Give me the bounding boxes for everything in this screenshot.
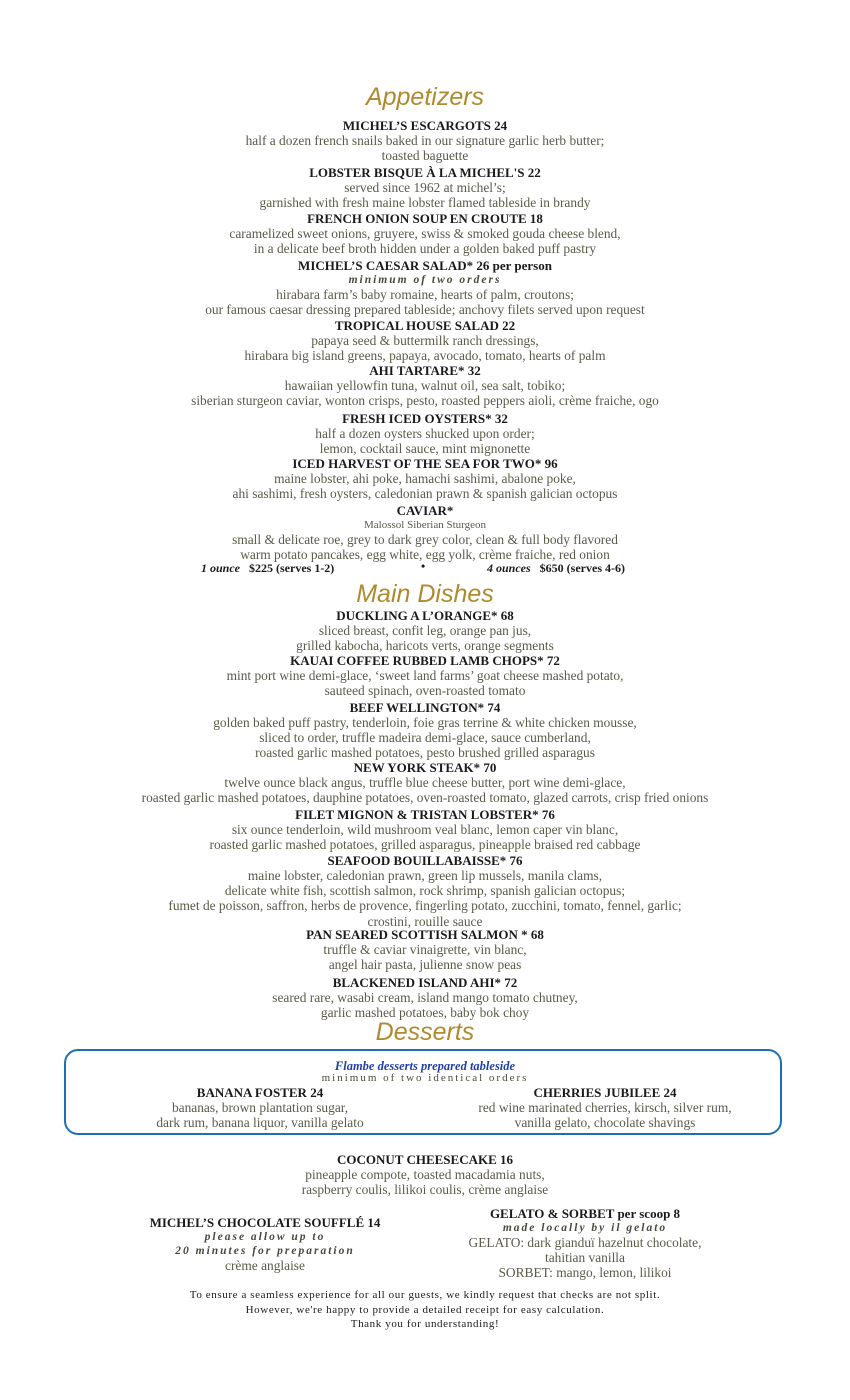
- menu-item-lobster-bisque: [0, 165, 850, 210]
- item-name: LOBSTER BISQUE À LA MICHEL'S 22: [309, 165, 541, 180]
- desserts-title: Desserts: [375, 1018, 475, 1046]
- item-desc: sauteed spinach, oven-roasted tomato: [324, 683, 526, 699]
- item-desc: garnished with fresh maine lobster flamed tableside in brandy: [259, 195, 591, 211]
- item-name: MICHEL’S CHOCOLATE SOUFFLÉ 14: [149, 1215, 381, 1230]
- item-name: PAN SEARED SCOTTISH SALMON * 68: [306, 927, 544, 942]
- item-desc: in a delicate beef broth hidden under a golden baked puff pastry: [253, 241, 597, 257]
- menu-item-ny-steak: [0, 760, 850, 805]
- caviar-qty: 4 ounces: [487, 561, 531, 575]
- menu-item-scottish-salmon: [0, 927, 850, 972]
- menu-item-cherries-jubilee: [435, 1085, 775, 1130]
- footer-line: However, we're happy to provide a detailed receipt for easy calculation.: [245, 1303, 605, 1316]
- item-note: minimum of two orders: [348, 274, 502, 286]
- item-desc: lemon, cocktail sauce, mint mignonette: [319, 441, 531, 457]
- item-desc: SORBET: mango, lemon, lilikoi: [498, 1265, 672, 1281]
- item-desc: raspberry coulis, lilikoi coulis, crème anglaise: [301, 1182, 549, 1198]
- item-desc: toasted baguette: [381, 148, 469, 164]
- item-desc: ahi sashimi, fresh oysters, caledonian prawn & spanish galician octopus: [232, 486, 618, 502]
- bullet-separator: •: [421, 559, 426, 573]
- item-desc: maine lobster, ahi poke, hamachi sashimi, abalone poke,: [274, 471, 576, 486]
- item-name: MICHEL’S CAESAR SALAD* 26 per person: [298, 258, 552, 273]
- caviar-price: $225 (serves 1-2): [249, 561, 335, 575]
- menu-item-blackened-ahi: [0, 975, 850, 1020]
- item-desc: bananas, brown plantation sugar,: [171, 1100, 349, 1115]
- menu-item-coconut-cheesecake: [0, 1152, 850, 1197]
- item-desc: dark rum, banana liquor, vanilla gelato: [156, 1115, 364, 1131]
- item-desc: roasted garlic mashed potatoes, dauphine potatoes, oven-roasted tomato, glazed carrots, crisp fried onions: [141, 790, 709, 806]
- menu-item-onion-soup: [0, 211, 850, 256]
- item-subtitle: Malossol Siberian Sturgeon: [363, 519, 486, 531]
- item-desc: vanilla gelato, chocolate shavings: [514, 1115, 696, 1131]
- menu-item-duckling: [0, 608, 850, 653]
- item-desc: caramelized sweet onions, gruyere, swiss & smoked gouda cheese blend,: [229, 226, 621, 241]
- item-desc: mint port wine demi-glace, ‘sweet land farms’ goat cheese mashed potato,: [226, 668, 624, 683]
- item-name: FILET MIGNON & TRISTAN LOBSTER* 76: [295, 807, 555, 822]
- item-desc: truffle & caviar vinaigrette, vin blanc,: [323, 942, 527, 957]
- caviar-qty: 1 ounce: [201, 561, 240, 575]
- item-desc: grilled kabocha, haricots verts, orange segments: [296, 638, 554, 654]
- menu-item-filet-mignon: [0, 807, 850, 852]
- caviar-price-large: [487, 561, 625, 576]
- menu-item-caviar: [0, 503, 850, 562]
- item-desc: hawaiian yellowfin tuna, walnut oil, sea salt, tobiko;: [284, 378, 566, 393]
- menu-item-chocolate-souffle: [110, 1215, 420, 1273]
- item-name: BANANA FOSTER 24: [196, 1085, 324, 1100]
- item-name: FRESH ICED OYSTERS* 32: [342, 411, 508, 426]
- item-desc: red wine marinated cherries, kirsch, silver rum,: [478, 1100, 732, 1115]
- item-desc: roasted garlic mashed potatoes, grilled asparagus, pineapple braised red cabbage: [209, 837, 641, 853]
- flambe-title: Flambe desserts prepared tableside: [334, 1059, 516, 1073]
- menu-item-ahi-tartare: [0, 363, 850, 408]
- item-name: AHI TARTARE* 32: [369, 363, 481, 378]
- item-desc: sliced to order, truffle madeira demi-glace, sauce cumberland,: [259, 730, 591, 746]
- item-desc: crostini, rouille sauce: [367, 913, 483, 929]
- item-name: MICHEL’S ESCARGOTS 24: [342, 118, 508, 133]
- item-desc: siberian sturgeon caviar, wonton crisps, pesto, roasted peppers aioli, crème fraiche, ogo: [191, 393, 659, 409]
- item-desc: warm potato pancakes, egg white, egg yolk, crème fraiche, red onion: [240, 547, 610, 563]
- item-desc: pineapple compote, toasted macadamia nuts,: [305, 1167, 545, 1182]
- item-desc: roasted garlic mashed potatoes, pesto brushed grilled asparagus: [255, 745, 595, 761]
- item-name: CAVIAR*: [396, 503, 454, 518]
- item-name: TROPICAL HOUSE SALAD 22: [334, 318, 516, 333]
- menu-item-caesar-salad: [0, 258, 850, 317]
- main-dishes-title: Main Dishes: [356, 580, 494, 608]
- split-check-notice: [0, 1288, 850, 1332]
- item-note: 20 minutes for preparation: [175, 1245, 355, 1257]
- item-name: DUCKLING A L’ORANGE* 68: [336, 608, 514, 623]
- item-desc: sliced breast, confit leg, orange pan jus,: [318, 623, 532, 638]
- item-name: SEAFOOD BOUILLABAISSE* 76: [327, 853, 523, 868]
- item-desc: six ounce tenderloin, wild mushroom veal blanc, lemon caper vin blanc,: [231, 822, 619, 837]
- item-desc: angel hair pasta, julienne snow peas: [328, 957, 522, 973]
- item-name: ICED HARVEST OF THE SEA FOR TWO* 96: [292, 456, 558, 471]
- item-desc: golden baked puff pastry, tenderloin, foie gras terrine & white chicken mousse,: [213, 715, 637, 730]
- menu-item-oysters: [0, 411, 850, 456]
- menu-item-gelato-sorbet: [430, 1206, 740, 1281]
- item-desc: GELATO: dark gianduï hazelnut chocolate,: [468, 1235, 702, 1250]
- appetizers-title: Appetizers: [365, 83, 485, 111]
- footer-line: Thank you for understanding!: [350, 1318, 500, 1330]
- item-desc: hirabara farm’s baby romaine, hearts of palm, croutons;: [276, 287, 574, 302]
- item-name: GELATO & SORBET per scoop 8: [489, 1206, 681, 1221]
- item-desc: our famous caesar dressing prepared tableside; anchovy filets served upon request: [205, 302, 645, 318]
- menu-item-beef-wellington: [0, 700, 850, 761]
- menu-item-escargots: [0, 118, 850, 163]
- item-note: please allow up to: [204, 1231, 326, 1243]
- item-name: BEEF WELLINGTON* 74: [349, 700, 501, 715]
- item-desc: crème anglaise: [225, 1258, 305, 1273]
- item-desc: papaya seed & buttermilk ranch dressings,: [311, 333, 539, 348]
- item-name: FRENCH ONION SOUP EN CROUTE 18: [307, 211, 543, 226]
- item-desc: half a dozen french snails baked in our signature garlic herb butter;: [245, 133, 605, 148]
- footer-line: To ensure a seamless experience for all our guests, we kindly request that checks are not split.: [189, 1289, 661, 1301]
- item-desc: tahitian vanilla: [545, 1250, 625, 1266]
- item-name: COCONUT CHEESECAKE 16: [336, 1152, 513, 1167]
- item-desc: small & delicate roe, grey to dark grey color, clean & full body flavored: [232, 532, 618, 547]
- item-desc: half a dozen oysters shucked upon order;: [315, 426, 535, 441]
- menu-item-banana-foster: [100, 1085, 420, 1130]
- item-desc: fumet de poisson, saffron, herbs de provence, fingerling potato, zucchini, tomato, fennel, garlic;: [168, 898, 682, 914]
- menu-item-lamb-chops: [0, 653, 850, 698]
- item-note: made locally by il gelato: [502, 1222, 668, 1234]
- menu-item-bouillabaisse: [0, 853, 850, 929]
- item-desc: garlic mashed potatoes, baby bok choy: [320, 1005, 530, 1021]
- item-name: CHERRIES JUBILEE 24: [533, 1085, 677, 1100]
- item-name: BLACKENED ISLAND AHI* 72: [332, 975, 518, 990]
- menu-item-iced-harvest: [0, 456, 850, 501]
- item-desc: hirabara big island greens, papaya, avocado, tomato, hearts of palm: [244, 348, 606, 364]
- menu-item-tropical-salad: [0, 318, 850, 363]
- item-desc: served since 1962 at michel’s;: [344, 180, 506, 195]
- caviar-price-small: [201, 561, 334, 576]
- item-desc: delicate white fish, scottish salmon, rock shrimp, spanish galician octopus;: [224, 883, 626, 899]
- caviar-price: $650 (serves 4-6): [539, 561, 625, 575]
- flambe-header: [0, 1059, 850, 1084]
- item-desc: twelve ounce black angus, truffle blue cheese butter, port wine demi-glace,: [224, 775, 626, 790]
- item-name: KAUAI COFFEE RUBBED LAMB CHOPS* 72: [290, 653, 560, 668]
- flambe-note: minimum of two identical orders: [321, 1072, 529, 1084]
- item-desc: seared rare, wasabi cream, island mango tomato chutney,: [272, 990, 578, 1005]
- item-name: NEW YORK STEAK* 70: [353, 760, 497, 775]
- item-desc: maine lobster, caledonian prawn, green lip mussels, manila clams,: [247, 868, 603, 883]
